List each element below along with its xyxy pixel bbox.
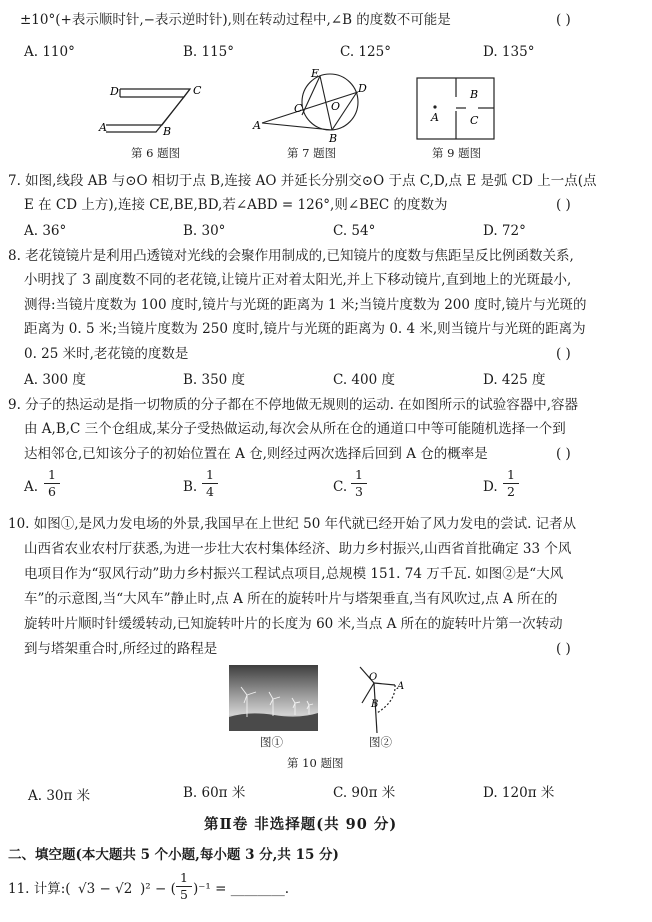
q8-answer-paren[interactable]: ( ) bbox=[556, 346, 571, 362]
q9-option-d-den: 2 bbox=[507, 484, 515, 499]
turbine-diagram bbox=[350, 665, 410, 735]
q7-line-1: 7. 如图,线段 AB 与⊙O 相切于点 B,连接 AO 并延长分别交⊙O 于点 C,D,点 E 是弧 CD 上一点(点 bbox=[8, 173, 597, 189]
fig10-label-b: B bbox=[371, 699, 379, 710]
q7-option-d[interactable]: D. 72° bbox=[483, 223, 526, 239]
wind-farm-photo bbox=[229, 665, 318, 731]
q11-answer-blank[interactable]: )⁻¹ = ________. bbox=[193, 881, 289, 897]
q8-line-2: 小明找了 3 副度数不同的老花镜,让镜片正对着太阳光,并上下移动镜片,直到地上的光斑最小, bbox=[24, 272, 572, 288]
q5-option-a[interactable]: A. 110° bbox=[24, 44, 75, 60]
q10-figure-caption: 第 10 题图 bbox=[287, 756, 344, 770]
q9-answer-paren[interactable]: ( ) bbox=[556, 446, 571, 462]
fig9-label-c: C bbox=[470, 114, 479, 127]
q10-line-2: 山西省农业农村厅获悉,为进一步壮大农村集体经济、助力乡村振兴,山西省首批确定 33 个风 bbox=[24, 541, 572, 557]
q10-line-1: 10. 如图①,是风力发电场的外景,我国早在上世纪 50 年代就已经开始了风力发电的尝试. 记者从 bbox=[8, 516, 577, 532]
part2-title: 第Ⅱ卷 非选择题(共 90 分) bbox=[204, 816, 398, 833]
q9-line-1: 9. 分子的热运动是指一切物质的分子都在不停地做无规则的运动. 在如图所示的试验容器中,容器 bbox=[8, 397, 579, 413]
q10-line-3: 电项目作为“驭风行动”助力乡村振兴工程试点项目,总规模 151. 74 万千瓦. 如图②是“大风 bbox=[24, 566, 564, 582]
q7-answer-paren[interactable]: ( ) bbox=[556, 197, 571, 213]
q7-option-c[interactable]: C. 54° bbox=[333, 223, 376, 239]
fig7-label-b: B bbox=[329, 132, 338, 145]
q9-option-d-letter: D. bbox=[483, 479, 498, 495]
q9-line-3: 达相邻仓,已知该分子的初始位置在 A 仓,则经过两次选择后回到 A 仓的概率是 bbox=[24, 446, 488, 462]
fig9-label-b: B bbox=[470, 88, 479, 101]
q11-prefix: 11. 计算:( bbox=[8, 881, 71, 897]
q8-line-5: 0. 25 米时,老花镜的度数是 bbox=[24, 346, 189, 362]
q9-line-2: 由 A,B,C 三个仓组成,某分子受热做运动,每次会从所在仓的通道口中等可能随机选择一个到 bbox=[24, 421, 566, 437]
q11-mid: )² − ( bbox=[140, 881, 176, 897]
fig9-label-a: A bbox=[431, 111, 439, 124]
q5-option-b[interactable]: B. 115° bbox=[183, 44, 235, 60]
q7-line-2: E 在 CD 上方),连接 CE,BE,BD,若∠ABD = 126°,则∠BEC 的度数为 bbox=[24, 197, 448, 213]
q9-option-c-letter: C. bbox=[333, 479, 348, 495]
figure-6 bbox=[100, 80, 210, 140]
q9-option-b-letter: B. bbox=[183, 479, 198, 495]
fig7-label-c: C bbox=[294, 102, 303, 115]
fig6-label-a: A bbox=[99, 121, 107, 134]
q10-option-a[interactable]: A. 30π 米 bbox=[28, 788, 91, 804]
q9-option-c[interactable] bbox=[333, 478, 347, 496]
fig7-label-d: D bbox=[358, 82, 367, 95]
q7-option-b[interactable]: B. 30° bbox=[183, 223, 226, 239]
q9-option-c-frac bbox=[351, 468, 367, 499]
q10-option-b[interactable]: B. 60π 米 bbox=[183, 785, 246, 801]
q8-option-d[interactable]: D. 425 度 bbox=[483, 372, 546, 388]
q9-option-b[interactable] bbox=[183, 478, 197, 496]
q10-fig1-caption: 图① bbox=[260, 735, 283, 749]
q9-option-c-num: 1 bbox=[355, 467, 363, 482]
q11-fraction-num: 1 bbox=[180, 870, 188, 885]
figure-7 bbox=[250, 68, 370, 144]
fig7-label-e: E bbox=[311, 67, 320, 80]
fig6-label-c: C bbox=[193, 84, 202, 97]
q10-line-6: 到与塔架重合时,所经过的路程是 bbox=[24, 641, 218, 657]
q8-option-b[interactable]: B. 350 度 bbox=[183, 372, 246, 388]
fill-in-section-heading: 二、填空题(本大题共 5 个小题,每小题 3 分,共 15 分) bbox=[8, 847, 339, 863]
q9-option-a-frac bbox=[44, 468, 60, 499]
fig6-caption: 第 6 题图 bbox=[131, 146, 181, 160]
fig10-label-a: A bbox=[397, 681, 405, 692]
fig9-caption: 第 9 题图 bbox=[432, 146, 482, 160]
q9-option-a[interactable] bbox=[24, 478, 38, 496]
fig6-label-b: B bbox=[163, 125, 172, 138]
q9-option-a-num: 1 bbox=[48, 467, 56, 482]
figure-9 bbox=[416, 77, 496, 141]
q8-line-3: 测得:当镜片度数为 100 度时,镜片与光斑的距离为 1 米;当镜片度数为 200 度时,镜片与光斑的 bbox=[24, 297, 587, 313]
q9-option-b-den: 4 bbox=[206, 484, 214, 499]
q9-option-b-num: 1 bbox=[206, 467, 214, 482]
fig7-label-a: A bbox=[253, 119, 261, 132]
q11-fraction bbox=[176, 871, 192, 902]
q11-radical-expr: √3 − √2 bbox=[78, 881, 133, 897]
q5-answer-paren[interactable]: ( ) bbox=[556, 12, 571, 28]
q9-option-c-den: 3 bbox=[355, 484, 363, 499]
q8-line-1: 8. 老花镜镜片是利用凸透镜对光线的会聚作用制成的,已知镜片的度数与焦距呈反比例函数关系, bbox=[8, 248, 574, 264]
q11-fraction-den: 5 bbox=[180, 887, 188, 902]
q7-option-a[interactable]: A. 36° bbox=[24, 223, 67, 239]
q5-option-d[interactable]: D. 135° bbox=[483, 44, 535, 60]
q10-fig2-caption: 图② bbox=[369, 735, 392, 749]
q10-line-5: 旋转叶片顺时针缓缓转动,已知旋转叶片的长度为 60 米,当点 A 所在的旋转叶片第一次转动 bbox=[24, 616, 563, 632]
q10-option-c[interactable]: C. 90π 米 bbox=[333, 785, 396, 801]
q9-option-a-letter: A. bbox=[24, 479, 39, 495]
q9-option-b-frac bbox=[202, 468, 218, 499]
q9-option-d-frac bbox=[503, 468, 519, 499]
q5-option-c[interactable]: C. 125° bbox=[340, 44, 391, 60]
q10-option-d[interactable]: D. 120π 米 bbox=[483, 785, 555, 801]
q9-option-d[interactable] bbox=[483, 478, 498, 496]
q5-stem: ±10°(+表示顺时针,−表示逆时针),则在转动过程中,∠B 的度数不可能是 bbox=[20, 12, 451, 28]
q8-line-4: 距离为 0. 5 米;当镜片度数为 250 度时,镜片与光斑的距离为 0. 4 米,则当镜片与光斑的距离为 bbox=[24, 321, 586, 337]
q10-line-4: 车”的示意图,当“大风车”静止时,点 A 所在的旋转叶片与塔架垂直,当有风吹过,点 A 所在的 bbox=[24, 591, 558, 607]
q9-option-d-num: 1 bbox=[507, 467, 515, 482]
q8-option-c[interactable]: C. 400 度 bbox=[333, 372, 395, 388]
fig10-label-o: O bbox=[369, 672, 378, 683]
fig6-label-d: D bbox=[110, 85, 119, 98]
fig7-label-o: O bbox=[331, 100, 341, 113]
fig7-caption: 第 7 题图 bbox=[287, 146, 337, 160]
q9-option-a-den: 6 bbox=[48, 484, 56, 499]
q10-answer-paren[interactable]: ( ) bbox=[556, 641, 571, 657]
q8-option-a[interactable]: A. 300 度 bbox=[24, 372, 86, 388]
